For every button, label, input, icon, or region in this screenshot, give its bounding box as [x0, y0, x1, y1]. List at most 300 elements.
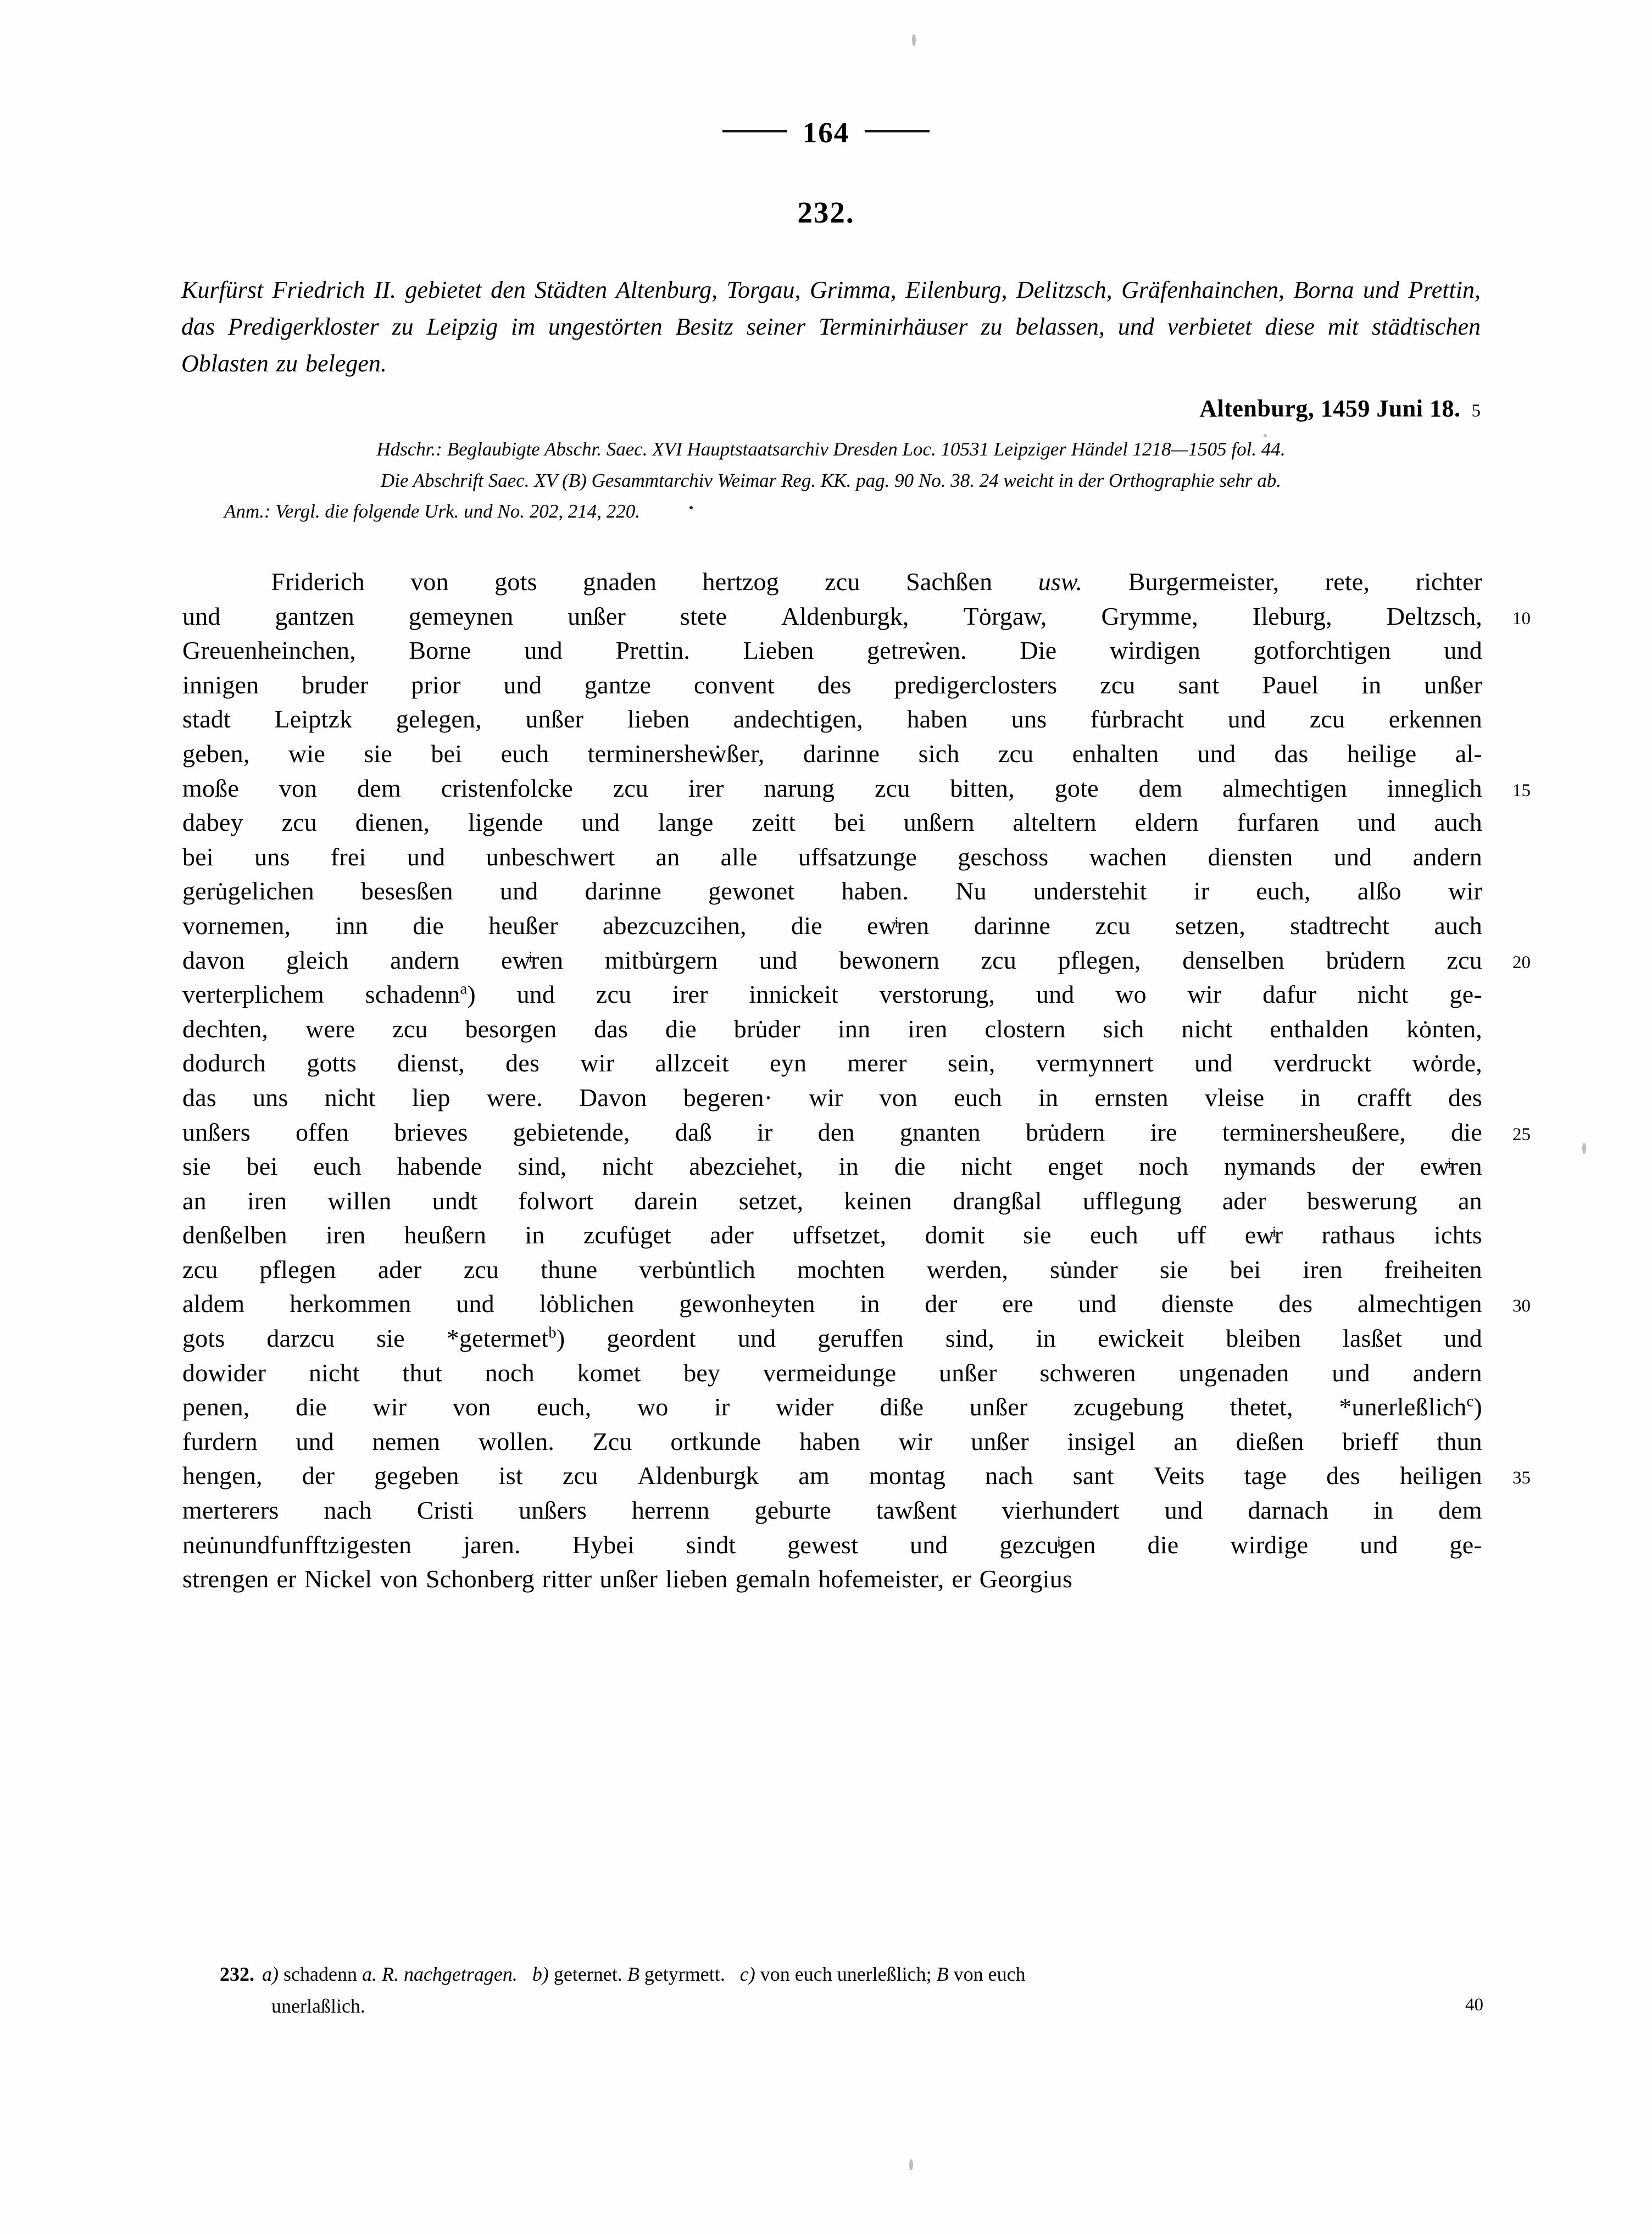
footnote-block [220, 1959, 1483, 2022]
body-word-italic: usw. [1038, 568, 1083, 596]
body-word: freiheiten [1384, 1255, 1482, 1283]
scan-speck [909, 2159, 913, 2170]
body-word: bru̇dern [1326, 946, 1405, 974]
body-word: dem [1138, 774, 1183, 802]
scan-speck [1582, 1143, 1586, 1154]
body-word: darinne [585, 877, 661, 905]
body-word: den [817, 1118, 855, 1146]
body-word: gebietende, [513, 1118, 630, 1146]
body-word: verterplichem [182, 980, 325, 1009]
body-line-text [182, 1115, 1482, 1150]
body-word: und [456, 1290, 494, 1318]
body-word: iren [908, 1014, 948, 1043]
body-word: zeitt [752, 808, 796, 837]
body-word: der [925, 1290, 958, 1318]
body-word: wir [372, 1393, 407, 1421]
body-word: und [1194, 1049, 1233, 1077]
body-word: und [1357, 808, 1396, 837]
body-word-footnote: schadenn$^a$) [365, 980, 476, 1009]
body-word: merterers [182, 1496, 279, 1525]
body-word: unßern [903, 808, 975, 837]
note-manuscript: Hdschr.: Beglaubigte Abschr. Saec. XVI Hauptstaatsarchiv Dresden Loc. 10531 Leipziger Händel 1218—1505 fol. 44. [376, 438, 1286, 460]
body-word: wir [809, 1083, 843, 1112]
body-line-text [182, 599, 1482, 634]
body-word: in [1036, 1324, 1056, 1353]
body-word: sein, [947, 1049, 995, 1077]
body-word: verdruckt [1273, 1049, 1371, 1077]
body-word: des [1448, 1083, 1482, 1112]
body-word: gote [1054, 774, 1099, 802]
body-word: innickeit [749, 980, 839, 1009]
body-word: Grymme, [1101, 602, 1198, 630]
body-word: offen [295, 1118, 349, 1146]
body-line-text [182, 1253, 1482, 1287]
body-word: und [1360, 1530, 1398, 1559]
body-word: gemeynen [408, 602, 514, 630]
body-word: und [1197, 739, 1236, 768]
body-word: das [1274, 739, 1309, 768]
body-line-text [182, 737, 1482, 771]
body-word: eldern [1134, 808, 1199, 837]
body-word: haben. [841, 877, 909, 905]
body-line [182, 771, 1531, 806]
body-word: dechten, [182, 1014, 269, 1043]
body-word: hengen, [182, 1461, 263, 1490]
body-word: enhalten [1072, 739, 1159, 768]
body-word: die [1147, 1530, 1179, 1559]
body-word: und [499, 877, 538, 905]
body-word: innigen [182, 670, 259, 699]
body-line [182, 1459, 1531, 1493]
body-word: bru̇der [733, 1014, 801, 1043]
body-word: zcu [392, 1014, 428, 1043]
body-word: herrenn [631, 1496, 710, 1525]
body-word: ewͥren [867, 911, 930, 940]
body-word: iren [247, 1186, 287, 1215]
body-word: narung [764, 774, 835, 802]
line-number: 25 [1512, 1124, 1531, 1144]
body-word: haben [906, 705, 968, 733]
body-word: setzet, [738, 1186, 804, 1215]
body-line-text [182, 1184, 1482, 1219]
body-word: herkommen [290, 1290, 411, 1318]
footnote-reference-c: c [1466, 1393, 1474, 1410]
body-line-text [182, 1425, 1482, 1459]
body-word: pflegen [259, 1255, 336, 1283]
body-word: gewonet [708, 877, 795, 905]
body-word: habende [397, 1152, 482, 1181]
body-word: er [276, 1565, 297, 1593]
body-word: ere [1002, 1290, 1033, 1318]
body-word: vierhundert [1002, 1496, 1120, 1525]
body-word: sie [376, 1324, 405, 1353]
body-word: stadt [182, 705, 231, 733]
body-word: dienste [1161, 1290, 1234, 1318]
body-line-text [182, 1149, 1482, 1184]
body-line [182, 1356, 1482, 1391]
body-word: wir [1448, 877, 1482, 905]
body-word: ewͥren [1420, 1152, 1482, 1181]
body-word: und [759, 946, 798, 974]
body-word: inneglich [1387, 774, 1482, 802]
footnote-c-siglum: B [936, 1963, 949, 1985]
body-line-text [182, 874, 1482, 909]
body-word: darinne [974, 911, 1051, 940]
body-word: gegeben [374, 1461, 459, 1490]
running-head [0, 116, 1652, 149]
body-word: darnach [1248, 1496, 1329, 1525]
body-line [182, 977, 1482, 1012]
body-line-text [182, 1493, 1482, 1528]
body-word: nach [985, 1461, 1033, 1490]
body-word: ligende [468, 808, 543, 837]
body-word: sich [918, 739, 960, 768]
body-word: ortkunde [670, 1427, 761, 1455]
body-word: ader [710, 1221, 754, 1249]
body-word: in [860, 1290, 880, 1318]
body-line [182, 840, 1482, 875]
body-word: euch [1090, 1221, 1138, 1249]
body-word: andechtigen, [733, 705, 863, 733]
body-word: gewest [787, 1530, 859, 1559]
body-word: noch [485, 1358, 535, 1387]
body-word: Greuenheinchen, [182, 636, 356, 665]
body-word: bewonern [839, 946, 940, 974]
body-word: convent [693, 670, 775, 699]
body-word: darinne [803, 739, 880, 768]
footnote-a-text: schadenn [283, 1963, 357, 1985]
body-line-text [182, 977, 1482, 1012]
body-word: unbeschwert [486, 842, 615, 871]
body-word: zcu [981, 946, 1017, 974]
body-word: irer [688, 774, 724, 802]
body-word: ist [498, 1461, 523, 1490]
body-word: bleiben [1226, 1324, 1301, 1353]
body-word: strengen [182, 1565, 269, 1593]
body-word: nemen [372, 1427, 441, 1455]
footnote-line-1 [220, 1959, 1483, 1991]
body-word: uns [253, 1083, 288, 1112]
body-word: hertzog [702, 568, 779, 596]
body-word: denselben [1182, 946, 1284, 974]
body-line [182, 1390, 1482, 1425]
body-word: Veits [1153, 1461, 1205, 1490]
footnote-b-variant: getyrmett. [644, 1963, 725, 1985]
body-word: gotforchtigen [1253, 636, 1391, 665]
body-word: brieff [1342, 1427, 1399, 1455]
body-word: cristenfolcke [441, 774, 573, 802]
body-word: almechtigen [1222, 774, 1348, 802]
body-word: uffsetzet, [792, 1221, 887, 1249]
body-line [182, 599, 1531, 634]
body-line-text [182, 771, 1482, 806]
body-line [182, 737, 1482, 771]
line-number: 35 [1512, 1468, 1531, 1488]
body-word: und [516, 980, 555, 1009]
body-word: uffsatzunge [798, 842, 917, 871]
body-line-text [182, 1321, 1482, 1356]
body-word: auch [1434, 911, 1482, 940]
body-line [182, 805, 1482, 840]
body-word: euch [500, 739, 549, 768]
body-word: ichts [1434, 1221, 1482, 1249]
footnote-b-text: geternet. [553, 1963, 622, 1985]
body-word: gelegen, [396, 705, 482, 733]
body-word: heiligen [1400, 1461, 1482, 1490]
body-word: ader [1222, 1186, 1266, 1215]
footnote-c-continuation: unerlaßlich. [271, 1994, 365, 2017]
body-word: gots [182, 1324, 225, 1353]
body-line [182, 1115, 1531, 1150]
body-word: wȯrde, [1412, 1049, 1482, 1077]
body-word: nymands [1223, 1152, 1316, 1181]
body-line-text [182, 565, 1482, 599]
body-word: zcu [1447, 946, 1482, 974]
body-word: andern [390, 946, 460, 974]
body-line [182, 1149, 1482, 1184]
body-line-text [182, 1459, 1482, 1493]
body-word: nicht [602, 1152, 654, 1181]
body-word: und [524, 636, 563, 665]
body-word: heußern [404, 1221, 487, 1249]
body-word: sie [1159, 1255, 1188, 1283]
body-word: alßo [1357, 877, 1401, 905]
body-word: von [279, 774, 318, 802]
body-word: hofemeister, [818, 1565, 944, 1593]
body-line [182, 565, 1482, 599]
body-word: clostern [984, 1014, 1066, 1043]
body-word: bei [431, 739, 463, 768]
body-word: neu̇nundfunfftzigesten [182, 1530, 412, 1559]
body-word: dafur [1262, 980, 1317, 1009]
body-word: wo [637, 1393, 669, 1421]
body-word: richter [1415, 568, 1482, 596]
rule-left [722, 130, 787, 132]
body-line [182, 633, 1482, 668]
body-word: Nu [955, 877, 987, 905]
body-word: heilige [1347, 739, 1417, 768]
body-word: geordent [607, 1324, 696, 1353]
body-word: der [302, 1461, 335, 1490]
body-line [182, 1493, 1482, 1528]
body-word: und [1164, 1496, 1203, 1525]
body-word: sindt [686, 1530, 736, 1559]
body-word: dem [357, 774, 401, 802]
body-word: were [305, 1014, 355, 1043]
body-word: enget [1048, 1152, 1103, 1181]
body-word: Burgermeister, [1128, 568, 1280, 596]
body-line [182, 1253, 1482, 1287]
body-word: Die [1020, 636, 1057, 665]
body-line [182, 1321, 1482, 1356]
body-word: abezcuzcihen, [602, 911, 747, 940]
body-word: willen [327, 1186, 392, 1215]
body-word: ire [1150, 1118, 1177, 1146]
body-word: an [1173, 1427, 1198, 1455]
line-number: 15 [1512, 780, 1531, 801]
body-word: verstorung, [879, 980, 995, 1009]
body-word: Hybei [572, 1530, 635, 1559]
body-word: zcu [613, 774, 649, 802]
body-word: al- [1455, 739, 1482, 768]
body-line [182, 1287, 1531, 1321]
body-word: dabey [182, 808, 243, 837]
body-word: alteltern [1013, 808, 1097, 837]
body-word: und [1333, 842, 1372, 871]
body-word: enthalden [1270, 1014, 1369, 1043]
body-word: understehit [1033, 877, 1147, 905]
body-word: wirdige [1230, 1530, 1309, 1559]
body-word: zcu [463, 1255, 499, 1283]
body-word: in [1361, 670, 1382, 699]
body-word: er [952, 1565, 972, 1593]
body-word: Leiptzk [274, 705, 353, 733]
body-word: auch [1434, 808, 1482, 837]
body-line [182, 702, 1482, 737]
body-word: des [1278, 1290, 1313, 1318]
body-word: inn [335, 911, 368, 940]
body-word: am [798, 1461, 830, 1490]
body-word: bey [683, 1358, 721, 1387]
body-line-text [182, 805, 1482, 840]
body-line [182, 1528, 1482, 1563]
body-word: crafft [1356, 1083, 1412, 1112]
body-word: geschoss [958, 842, 1049, 871]
footnote-marker-c: c) [739, 1963, 755, 1985]
body-word: nicht [324, 1083, 376, 1112]
line-number: 30 [1512, 1296, 1531, 1316]
body-word: Zcu [592, 1427, 632, 1455]
body-word: furfaren [1237, 808, 1320, 837]
body-word: frei [330, 842, 366, 871]
body-word: Georgius [979, 1565, 1073, 1593]
body-word: von [879, 1083, 918, 1112]
body-line [182, 668, 1482, 703]
body-word: rete, [1325, 568, 1370, 596]
body-word: nicht [1181, 1014, 1233, 1043]
body-word: dem [1438, 1496, 1482, 1525]
body-word: unßer [939, 1358, 997, 1387]
line-number: 10 [1512, 608, 1531, 629]
body-word: fu̇rbracht [1090, 705, 1184, 733]
body-word: in [838, 1152, 859, 1181]
body-line-text [182, 909, 1482, 943]
body-word: gnaden [583, 568, 657, 596]
body-word: gnanten [899, 1118, 981, 1146]
body-word: uff [1177, 1221, 1206, 1249]
body-word: Ileburg, [1252, 602, 1332, 630]
body-word: folwort [518, 1186, 594, 1215]
body-word: tage [1244, 1461, 1287, 1490]
dateline [181, 394, 1481, 423]
body-word: die [413, 911, 444, 940]
body-word: und [407, 842, 446, 871]
body-word: gewonheyten [679, 1290, 815, 1318]
body-word: bru̇dern [1025, 1118, 1105, 1146]
body-word: keinen [844, 1186, 913, 1215]
body-word: zcu [562, 1461, 598, 1490]
footnote-a-italic: a. R. nachgetragen. [361, 1963, 518, 1985]
body-line [182, 1046, 1482, 1081]
body-line-text [182, 1218, 1482, 1253]
body-word: gots [494, 568, 537, 596]
body-word: ewͥren [500, 946, 564, 974]
body-line-text [182, 1562, 1482, 1597]
body-word: darein [634, 1186, 698, 1215]
body-line-text [182, 1012, 1482, 1047]
stray-mark-icon [689, 506, 693, 509]
body-word: furdern [182, 1427, 258, 1455]
body-word: moße [182, 774, 239, 802]
body-line-text [182, 840, 1482, 875]
body-word: Aldenburgk [637, 1461, 759, 1490]
body-word: zcu [998, 739, 1034, 768]
body-word: Deltzsch, [1386, 602, 1482, 630]
body-word: das [182, 1083, 216, 1112]
body-word: Lieben [743, 636, 814, 665]
body-word: und [1227, 705, 1266, 733]
body-word: penen, [182, 1393, 250, 1421]
body-word: in [1038, 1083, 1059, 1112]
body-word: wie [288, 739, 325, 768]
paragraph-indent [182, 565, 225, 599]
body-word: ufflegung [1082, 1186, 1182, 1215]
body-word: tawßent [876, 1496, 957, 1525]
body-word: und [581, 808, 620, 837]
body-word: allzceit [655, 1049, 729, 1077]
footnote-page-line-number: 40 [1465, 1994, 1483, 2015]
body-word: gantzen [275, 602, 354, 630]
body-line-text [182, 1287, 1482, 1321]
body-word: drangßal [953, 1186, 1042, 1215]
body-word: ir [757, 1118, 773, 1146]
body-word: komet [577, 1358, 641, 1387]
body-word: ader [377, 1255, 422, 1283]
body-line-text [182, 1390, 1482, 1425]
rule-right [865, 130, 930, 132]
body-word: sind, [945, 1324, 994, 1353]
body-word: und [1332, 1358, 1370, 1387]
body-word: sie [364, 739, 393, 768]
body-word: wir [1187, 980, 1222, 1009]
footnote-reference-a: a [460, 980, 468, 998]
body-word: beswerung [1306, 1186, 1417, 1215]
footnote-marker-b: b) [532, 1963, 549, 1985]
body-word: von [380, 1565, 419, 1593]
body-line-text [182, 1528, 1482, 1563]
body-word: unßers [519, 1496, 587, 1525]
body-word: lȯblichen [539, 1290, 635, 1318]
body-word: die [665, 1014, 697, 1043]
body-word: wachen [1089, 842, 1167, 871]
body-word: predigerclosters [894, 670, 1058, 699]
body-word: ernsten [1094, 1083, 1169, 1112]
body-word: rathaus [1321, 1221, 1395, 1249]
body-word: uns [1011, 705, 1047, 733]
body-word: in [525, 1221, 545, 1249]
body-word: ritter [542, 1565, 592, 1593]
body-word: haben [799, 1427, 860, 1455]
body-word: in [1300, 1083, 1321, 1112]
body-word: terminersheẇßer, [587, 739, 765, 768]
body-word: dießen [1236, 1427, 1304, 1455]
body-word: gezcuͥgen [999, 1530, 1096, 1559]
body-word: domit [925, 1221, 984, 1249]
body-line [182, 1562, 1482, 1597]
body-word: wollen. [478, 1427, 554, 1455]
note-remark-text: Anm.: Vergl. die folgende Urk. und No. 202, 214, 220. [224, 501, 640, 523]
body-word: Schonberg [426, 1565, 535, 1593]
